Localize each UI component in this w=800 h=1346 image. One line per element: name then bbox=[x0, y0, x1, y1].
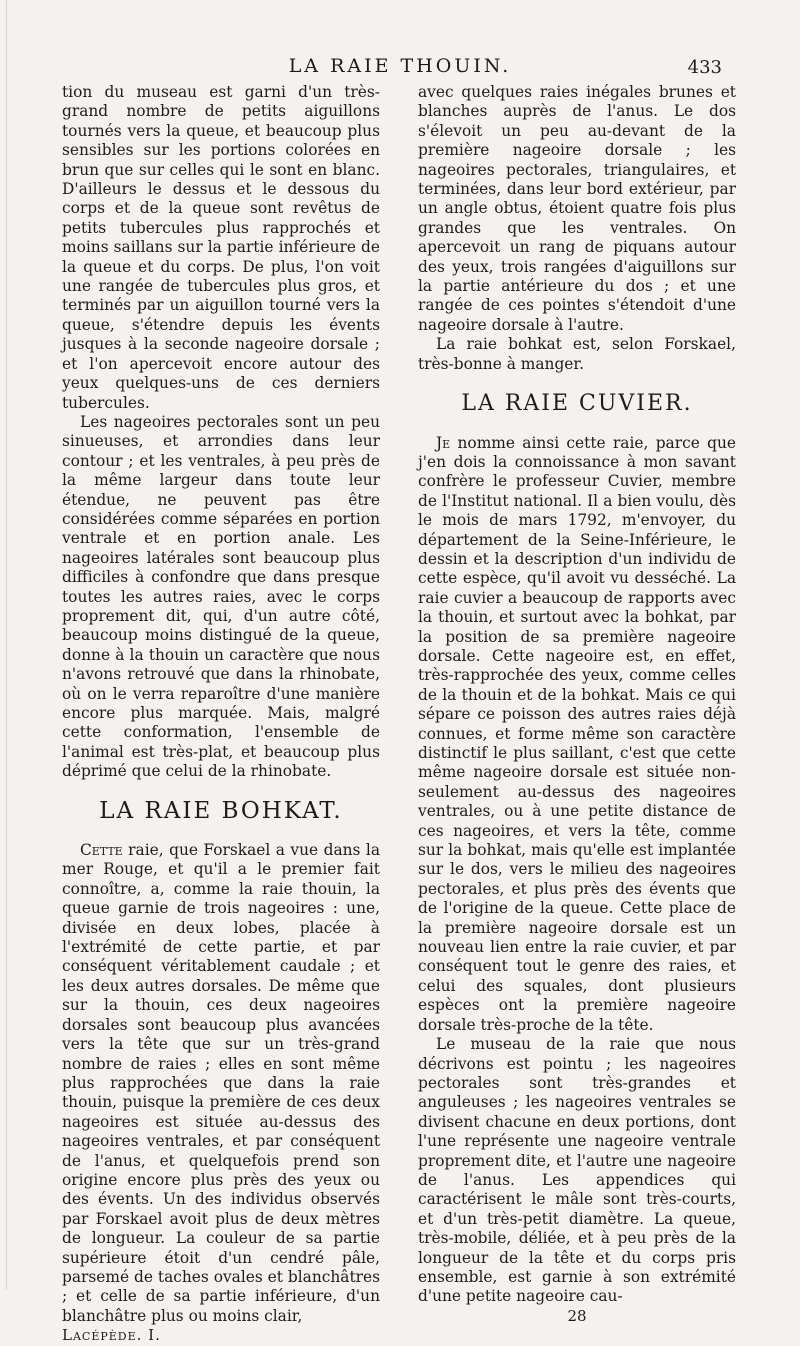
signature-mark: Lacépède. I. bbox=[62, 1326, 161, 1345]
paragraph-lead-word: Je bbox=[436, 433, 451, 452]
paragraph bbox=[418, 434, 736, 1036]
paragraph: tion du museau est garni d'un très-grand nombre de petits aiguillons tournés vers la queue, et beaucoup plus sensibles sur les portions colorées en brun que sur celles qui le sont en blanc. D'ailleurs le dessus et le dessous du corps et de la queue sont revêtus de petits tubercules plus rapprochés et moins saillans sur la partie inférieure de la queue et du corps. De plus, l'on voit une rangée de tubercules plus gros, et terminés par un aiguillon tourné vers la queue, s'étendre depuis les évents jusques à la seconde nageoire dorsale ; et l'on apercevoit encore autour des yeux quelques-uns de ces derniers tubercules. bbox=[62, 83, 380, 412]
footer-row bbox=[62, 1326, 380, 1345]
right-column bbox=[418, 83, 736, 1326]
paragraph: Les nageoires pectorales sont un peu sinueuses, et arrondies dans leur contour ; et les ventrales, à peu près de la même largeur dans toute leur étendue, ne peuvent pas être considérées comme séparées en portion ventrale et en portion anale. Les nageoires latérales sont beaucoup plus difficiles à confondre que dans presque toutes les autres raies, avec le corps proprement dit, qui, d'un autre côté, beaucoup moins distingué de la queue, donne à la thouin un caractère que nous n'avons retrouvé que dans la rhinobate, où on le verra reparoître d'une manière encore plus marquée. Mais, malgré cette conformation, l'ensemble de l'animal est très-plat, et beaucoup plus déprimé que celui de la rhinobate. bbox=[62, 412, 380, 781]
paragraph-body: nomme ainsi cette raie, parce que j'en dois la connoissance à mon savant confrère le professeur Cuvier, membre de l'Institut national. Il a bien voulu, dès le mois de mars 1792, m'envoyer, du département de la Seine-Inférieure, le dessin et la description d'un individu de cette espèce, qu'il avoit vu desséché. La raie cuvier a beaucoup de rapports avec la thouin, et surtout avec la bohkat, par la position de sa première nageoire dorsale. Cette nageoire est, en effet, très-rapprochée des yeux, comme celles de la thouin et de la bohkat. Mais ce qui sépare ce poisson des autres raies déjà connues, et forme même son caractère distinctif le plus saillant, c'est que cette même nageoire dorsale est située non-seulement au-dessus des nageoires ventrales, ou à une petite distance de ces nageoires, et vers la tête, comme sur la bohkat, mais qu'elle est implantée sur le dos, vers le milieu des nageoires pectorales, et plus près des évents que de l'origine de la queue. Cette place de la première nageoire dorsale est un nouveau lien entre la raie cuvier, et par conséquent tout le genre des raies, et celui des squales, dont plusieurs espèces ont la première nageoire dorsale très-proche de la tête. bbox=[418, 433, 736, 1034]
paragraph: La raie bohkat est, selon Forskael, très-bonne à manger. bbox=[418, 335, 736, 373]
paragraph-lead-word: Cette bbox=[80, 841, 123, 860]
sheet-signature-number: 28 bbox=[567, 1306, 587, 1325]
section-title-bohkat: LA RAIE BOHKAT. bbox=[99, 797, 343, 824]
paragraph: Le museau de la raie que nous décrivons est pointu ; les nageoires pectorales sont très-grandes et anguleuses ; les nageoires ventrales se divisent chacune en deux portions, dont l'une représente une nageoire ventrale proprement dite, et l'autre une nageoire de l'anus. Les appendices qui caractérisent le mâle sont très-courts, et d'un très-petit diamètre. La queue, très-mobile, déliée, et à peu près de la longueur de la tête et du corps pris ensemble, est garnie à son extrémité d'une petite nageoire cau- bbox=[418, 1035, 736, 1306]
paragraph bbox=[62, 841, 380, 1326]
paragraph-body: raie, que Forskael a vue dans la mer Rouge, et qu'il a le premier fait connoître, a, comme la raie thouin, la queue garnie de trois nageoires : une, divisée en deux lobes, placée à l'extrémité de cette partie, et par conséquent véritablement caudale ; et les deux autres dorsales. De même que sur la thouin, ces deux nageoires dorsales sont beaucoup plus avancées vers la tête que sur un très-grand nombre de raies ; elles en sont même plus rapprochées que dans la raie thouin, puisque la première de ces deux nageoires est située au-dessus des nageoires ventrales, et par conséquent de l'anus, et quelquefois prend son origine encore plus près des yeux ou des évents. Un des individus observés par Forskael avoit plus de deux mètres de longueur. La couleur de sa partie supérieure étoit d'un cendré pâle, parsemé de taches ovales et blanchâtres ; et celle de sa partie inférieure, d'un blanchâtre plus ou moins clair, bbox=[62, 841, 380, 1325]
running-header bbox=[0, 55, 800, 85]
page-edge-shadow bbox=[6, 0, 7, 1290]
page-number: 433 bbox=[687, 57, 722, 78]
running-title: LA RAIE THOUIN. bbox=[288, 55, 512, 77]
section-title-cuvier: LA RAIE CUVIER. bbox=[461, 391, 693, 417]
left-column bbox=[62, 83, 380, 1346]
paragraph: avec quelques raies inégales brunes et blanches auprès de l'anus. Le dos s'élevoit un peu au-devant de la première nageoire dorsale ; les nageoires pectorales, triangulaires, et terminées, dans leur bord extérieur, par un angle obtus, étoient quatre fois plus grandes que les ventrales. On apercevoit un rang de piquans autour des yeux, trois rangées d'aiguillons sur la partie antérieure du dos ; et une rangée de ces pointes s'étendoit d'une nageoire dorsale à l'autre. bbox=[418, 83, 736, 334]
